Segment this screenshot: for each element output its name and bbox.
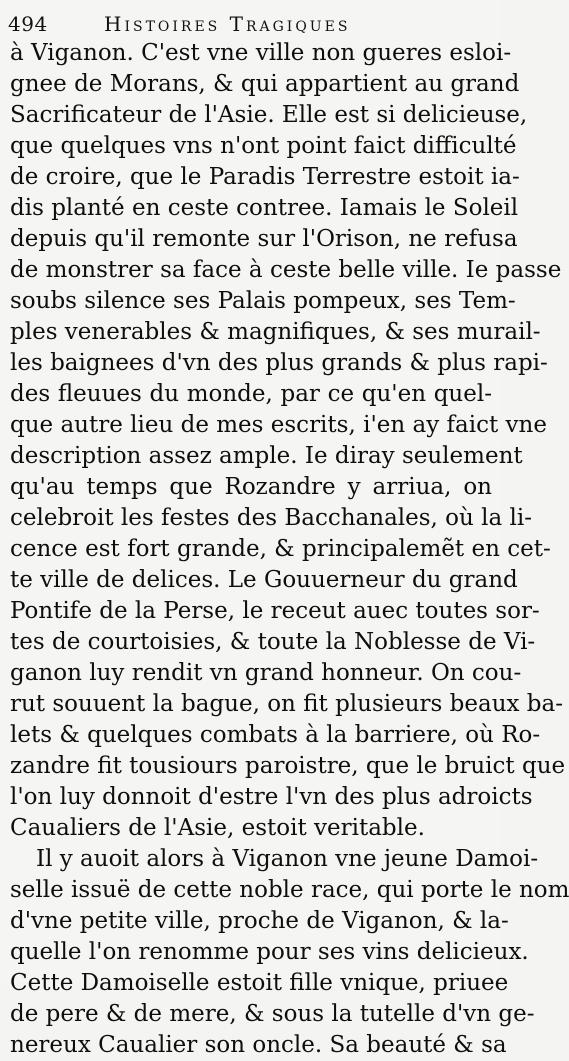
text-line: zandre fit tousiours paroistre, que le bruict que bbox=[10, 753, 566, 779]
text-line: qu'au temps que Rozandre y arriua, on bbox=[10, 474, 492, 500]
text-line: dis planté en ceste contree. Iamais le Soleil bbox=[10, 195, 519, 221]
text-line: Cette Damoiselle estoit fille vnique, priuee bbox=[10, 970, 509, 996]
text-line: Il y auoit alors à Viganon vne jeune Damoi- bbox=[36, 846, 539, 872]
text-line: d'vne petite ville, proche de Viganon, & la- bbox=[10, 908, 509, 934]
text-line: à Viganon. C'est vne ville non gueres esloi- bbox=[10, 40, 512, 66]
text-line: celebroit les festes des Bacchanales, où la li- bbox=[10, 505, 533, 531]
text-line: gnee de Morans, & qui appartient au grand bbox=[10, 71, 520, 97]
text-line: selle issuë de cette noble race, qui porte le nom bbox=[10, 877, 569, 903]
page-number: 494 bbox=[8, 12, 48, 36]
text-line: que quelques vns n'ont point faict difficulté bbox=[10, 133, 517, 159]
text-line: lets & quelques combats à la barriere, où Ro- bbox=[10, 722, 541, 748]
text-line: te ville de delices. Le Gouuerneur du grand bbox=[10, 567, 518, 593]
running-title: Histoires Tragiques bbox=[104, 12, 351, 36]
text-line: rut souuent la bague, on fit plusieurs beaux ba- bbox=[10, 691, 563, 717]
text-line: cence est fort grande, & principalemẽt en cet- bbox=[10, 536, 551, 562]
text-line: de croire, que le Paradis Terrestre estoit ia- bbox=[10, 164, 520, 190]
text-line: depuis qu'il remonte sur l'Orison, ne refusa bbox=[10, 226, 518, 252]
text-line: soubs silence ses Palais pompeux, ses Tem- bbox=[10, 288, 516, 314]
text-line: de pere & de mere, & sous la tutelle d'vn ge- bbox=[10, 1001, 535, 1027]
text-line: ples venerables & magnifiques, & ses murail- bbox=[10, 319, 541, 345]
text-line: que autre lieu de mes escrits, i'en ay faict vne bbox=[10, 412, 547, 438]
text-line: description assez ample. Ie diray seulement bbox=[10, 443, 523, 469]
text-line: ganon luy rendit vn grand honneur. On cou- bbox=[10, 660, 522, 686]
page-header bbox=[8, 8, 492, 36]
text-line: de monstrer sa face à ceste belle ville. Ie passe bbox=[10, 257, 562, 283]
text-line: tes de courtoisies, & toute la Noblesse de Vi- bbox=[10, 629, 536, 655]
text-line: quelle l'on renomme pour ses vins delicieux. bbox=[10, 939, 529, 965]
text-line: Pontife de la Perse, le receut auec toutes sor- bbox=[10, 598, 540, 624]
text-line: Sacrificateur de l'Asie. Elle est si delicieuse, bbox=[10, 102, 528, 128]
text-line: nereux Caualier son oncle. Sa beauté & sa bbox=[10, 1032, 507, 1058]
body-text bbox=[10, 38, 569, 1061]
text-line: les baignees d'vn des plus grands & plus rapi- bbox=[10, 350, 548, 376]
text-line: l'on luy donnoit d'estre l'vn des plus adroicts bbox=[10, 784, 533, 810]
text-line: des fleuues du monde, par ce qu'en quel- bbox=[10, 381, 492, 407]
text-line: Caualiers de l'Asie, estoit veritable. bbox=[10, 815, 425, 841]
